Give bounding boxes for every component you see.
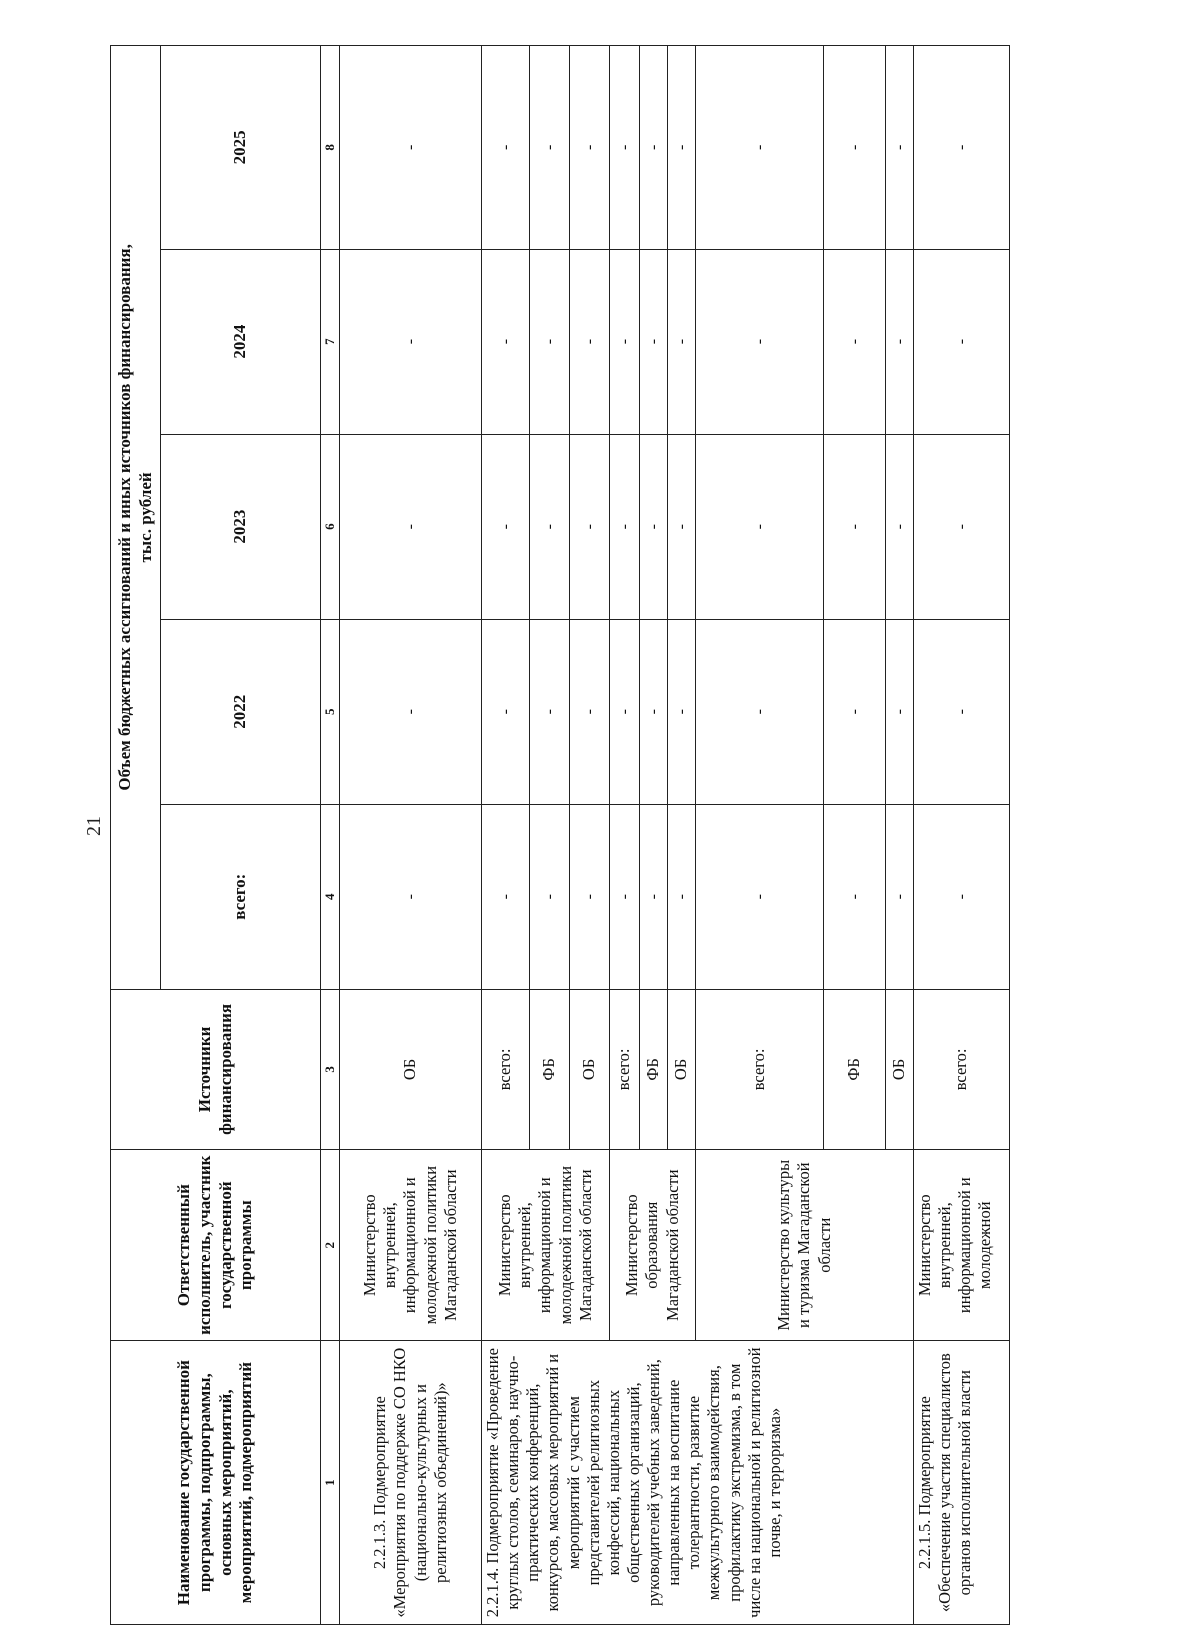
- value-total: -: [668, 804, 696, 989]
- table-row: [914, 46, 1010, 1625]
- source: ФБ: [824, 989, 886, 1149]
- value-2024: -: [530, 249, 570, 434]
- value-total: -: [610, 804, 640, 989]
- source: всего:: [610, 989, 640, 1149]
- value-2022: -: [570, 619, 610, 804]
- value-2023: -: [824, 434, 886, 619]
- value-2025: -: [696, 46, 824, 250]
- value-2024: -: [640, 249, 668, 434]
- value-2024: -: [610, 249, 640, 434]
- value-2025: -: [530, 46, 570, 250]
- value-2023: -: [340, 434, 482, 619]
- index-cell: 2: [321, 1150, 340, 1341]
- header-col8: 2025: [161, 46, 321, 250]
- value-total: -: [824, 804, 886, 989]
- volume-title-line2: тыс. рублей: [135, 472, 155, 563]
- measure-name: 2.2.1.5. Подмероприятие «Обеспечение участия специалистов органов исполнительной власти: [914, 1341, 1010, 1625]
- value-2022: -: [610, 619, 640, 804]
- source: ФБ: [640, 989, 668, 1149]
- rotated-table-container: [110, 45, 1110, 1625]
- value-2023: -: [696, 434, 824, 619]
- header-col2: Ответственный исполнитель, участник государственной программы: [111, 1150, 321, 1341]
- table-row: [482, 46, 530, 1625]
- executor: Министерство культуры и туризма Магаданской области: [696, 1150, 914, 1341]
- value-2024: -: [340, 249, 482, 434]
- executor: Министерство внутренней, информационной и молодежной: [914, 1150, 1010, 1341]
- value-2022: -: [668, 619, 696, 804]
- measure-name: 2.2.1.4. Подмероприятие «Проведение круглых столов, семинаров, научно-практических конференций, конкурсов, массовых мероприятий и мероприятий с участием представителей религиозных конфессий, национальных общественных организаций, руководителей учебных заведений, направленных на воспитание толерантности, развитие межкультурного взаимодействия, профилактику экстремизма, в том числе на национальной и религиозной почве, и терроризма»: [482, 1341, 914, 1625]
- value-2024: -: [570, 249, 610, 434]
- value-2023: -: [886, 434, 914, 619]
- value-2025: -: [914, 46, 1010, 250]
- value-2023: -: [610, 434, 640, 619]
- value-2022: -: [886, 619, 914, 804]
- value-2024: -: [824, 249, 886, 434]
- header-col3: Источники финансирования: [111, 989, 321, 1149]
- value-2023: -: [914, 434, 1010, 619]
- value-2023: -: [530, 434, 570, 619]
- value-2022: -: [340, 619, 482, 804]
- value-2024: -: [696, 249, 824, 434]
- value-2024: -: [482, 249, 530, 434]
- executor: Министерство внутренней, информационной и молодежной политики Магаданской области: [482, 1150, 610, 1341]
- source: ОБ: [886, 989, 914, 1149]
- index-cell: 5: [321, 619, 340, 804]
- value-2025: -: [482, 46, 530, 250]
- value-2022: -: [640, 619, 668, 804]
- source: ОБ: [340, 989, 482, 1149]
- value-total: -: [530, 804, 570, 989]
- value-2024: -: [886, 249, 914, 434]
- source: всего:: [914, 989, 1010, 1149]
- value-2023: -: [640, 434, 668, 619]
- header-col7: 2024: [161, 249, 321, 434]
- measure-name: 2.2.1.3. Подмероприятие «Мероприятия по поддержке СО НКО (национально-культурных и религиозных объединений)»: [340, 1341, 482, 1625]
- header-col1: Наименование государственной программы, подпрограммы, основных мероприятий, мероприятий, подмероприятий: [111, 1341, 321, 1625]
- value-total: -: [886, 804, 914, 989]
- value-total: -: [696, 804, 824, 989]
- value-2024: -: [914, 249, 1010, 434]
- value-2025: -: [886, 46, 914, 250]
- index-cell: 4: [321, 804, 340, 989]
- value-2023: -: [668, 434, 696, 619]
- index-cell: 7: [321, 249, 340, 434]
- value-2025: -: [668, 46, 696, 250]
- index-cell: 3: [321, 989, 340, 1149]
- volume-title-line1: Объем бюджетных ассигнований и иных источников финансирования,: [114, 244, 134, 791]
- index-cell: 8: [321, 46, 340, 250]
- value-2023: -: [570, 434, 610, 619]
- value-total: -: [640, 804, 668, 989]
- index-cell: 6: [321, 434, 340, 619]
- source: ФБ: [530, 989, 570, 1149]
- source: всего:: [482, 989, 530, 1149]
- value-2025: -: [340, 46, 482, 250]
- value-2022: -: [824, 619, 886, 804]
- header-col4: всего:: [161, 804, 321, 989]
- value-2025: -: [640, 46, 668, 250]
- table-row: [340, 46, 482, 1625]
- source: ОБ: [570, 989, 610, 1149]
- executor: Министерство образования Магаданской области: [610, 1150, 696, 1341]
- value-2024: -: [668, 249, 696, 434]
- value-total: -: [482, 804, 530, 989]
- value-2022: -: [530, 619, 570, 804]
- source: всего:: [696, 989, 824, 1149]
- page-number: 21: [83, 816, 105, 836]
- value-2022: -: [482, 619, 530, 804]
- executor: Министерство внутренней, информационной и молодежной политики Магаданской области: [340, 1150, 482, 1341]
- value-total: -: [570, 804, 610, 989]
- column-index-row: [321, 46, 340, 1625]
- header-col5: 2022: [161, 619, 321, 804]
- source: ОБ: [668, 989, 696, 1149]
- financing-table: [110, 45, 1010, 1625]
- header-volume: [111, 46, 161, 990]
- value-2025: -: [610, 46, 640, 250]
- value-total: -: [914, 804, 1010, 989]
- value-2023: -: [482, 434, 530, 619]
- value-2022: -: [914, 619, 1010, 804]
- value-2022: -: [696, 619, 824, 804]
- value-total: -: [340, 804, 482, 989]
- value-2025: -: [570, 46, 610, 250]
- header-col6: 2023: [161, 434, 321, 619]
- index-cell: 1: [321, 1341, 340, 1625]
- value-2025: -: [824, 46, 886, 250]
